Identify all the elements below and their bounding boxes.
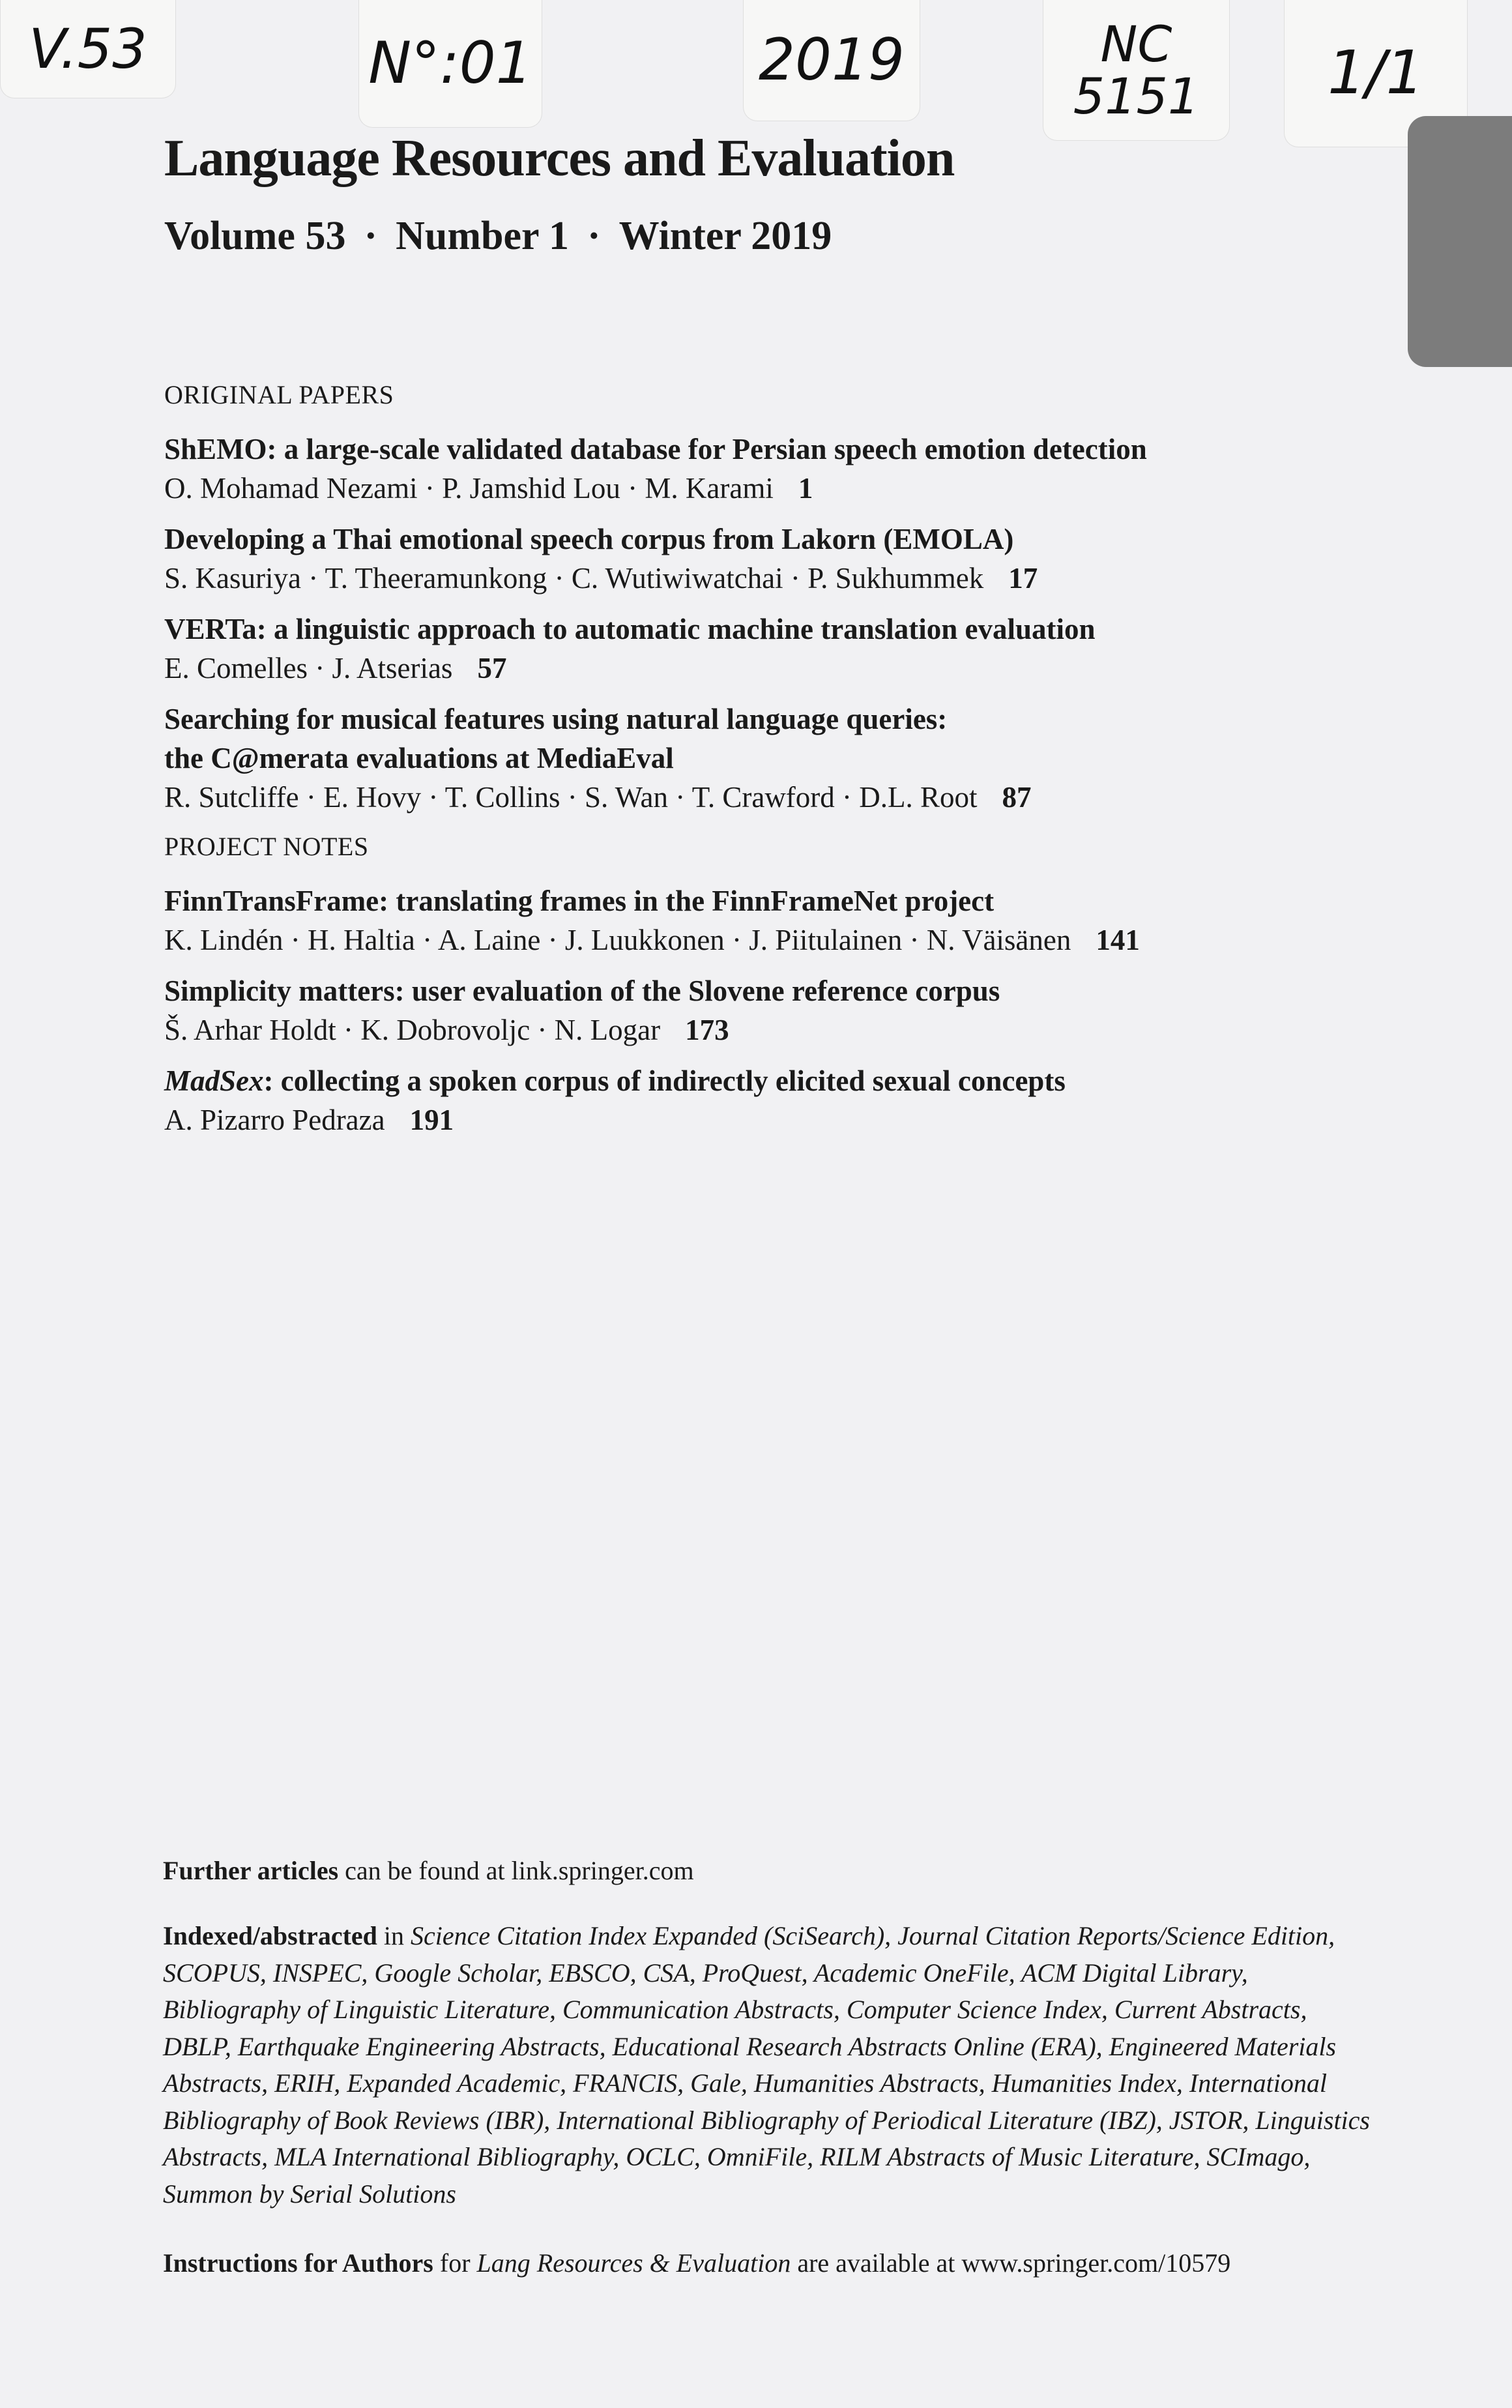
article-entry bbox=[164, 881, 1337, 960]
instructions-for-text: for bbox=[433, 2248, 477, 2278]
article-title: FinnTransFrame: translating frames in the FinnFrameNet project bbox=[164, 885, 995, 917]
article-entry bbox=[164, 971, 1337, 1050]
article-page-number: 17 bbox=[1008, 562, 1038, 595]
handwritten-tag-volume: V.53 bbox=[0, 0, 176, 98]
handwritten-tag-issue-count: 1/1 bbox=[1284, 0, 1468, 147]
number-label: Number 1 bbox=[396, 214, 569, 258]
article-authors-line bbox=[164, 559, 1337, 598]
article-authors-line bbox=[164, 920, 1337, 960]
article-authors-line bbox=[164, 1100, 1337, 1139]
journal-title: Language Resources and Evaluation bbox=[164, 130, 955, 187]
article-authors: S. Kasuriya · T. Theeramunkong · C. Wutiwiwatchai · P. Sukhummek bbox=[164, 562, 984, 595]
further-articles-line bbox=[163, 1853, 1375, 1889]
article-authors-line bbox=[164, 469, 1337, 508]
article-title bbox=[164, 1061, 1337, 1100]
article-title: Developing a Thai emotional speech corpus from Lakorn (EMOLA) bbox=[164, 523, 1014, 555]
indexing-services-list: Science Citation Index Expanded (SciSearch), Journal Citation Reports/Science Edition, SCOPUS, INSPEC, Google Scholar, EBSCO, CSA, ProQuest, Academic OneFile, ACM Digital Library, Bibliography of Linguistic Literature, Communication Abstracts, Computer Science Index, Current Abstracts, DBLP, Earthquake Engineering Abstracts, Educational Research Abstracts Online (ERA), Engineered Materials Abstracts, ERIH, Expanded Academic, FRANCIS, Gale, Humanities Abstracts, Humanities Index, International Bibliography of Book Reviews (IBR), International Bibliography of Periodical Literature (IBZ), JSTOR, Linguistics Abstracts, MLA International Bibliography, OCLC, OmniFile, RILM Abstracts of Music Literature, SCImago, Summon by Serial Solutions bbox=[163, 1921, 1370, 2209]
article-title: Simplicity matters: user evaluation of the Slovene reference corpus bbox=[164, 975, 1000, 1007]
article-authors: Š. Arhar Holdt · K. Dobrovoljc · N. Logar bbox=[164, 1014, 661, 1046]
article-page-number: 173 bbox=[685, 1014, 729, 1046]
article-entry bbox=[164, 520, 1337, 598]
further-articles-text: can be found at link.springer.com bbox=[338, 1856, 694, 1885]
further-articles-label: Further articles bbox=[163, 1856, 339, 1885]
article-title-rest: : collecting a spoken corpus of indirectly elicited sexual concepts bbox=[263, 1065, 1066, 1097]
article-authors-line bbox=[164, 1010, 1337, 1050]
article-entry bbox=[164, 1061, 1337, 1139]
season-label: Winter 2019 bbox=[618, 214, 832, 258]
indexed-label: Indexed/abstracted bbox=[163, 1921, 377, 1950]
article-authors-line bbox=[164, 778, 1337, 817]
article-title: ShEMO: a large-scale validated database for Persian speech emotion detection bbox=[164, 433, 1147, 465]
article-page-number: 87 bbox=[1002, 781, 1032, 814]
article-entry bbox=[164, 430, 1337, 508]
article-entry bbox=[164, 609, 1337, 688]
article-entry bbox=[164, 699, 1337, 817]
indexing-paragraph bbox=[163, 1918, 1375, 2212]
article-authors: R. Sutcliffe · E. Hovy · T. Collins · S. Wan · T. Crawford · D.L. Root bbox=[164, 781, 978, 814]
article-page-number: 1 bbox=[798, 472, 813, 505]
article-page-number: 141 bbox=[1096, 924, 1140, 956]
indexed-in-text: in bbox=[377, 1921, 411, 1950]
article-title: VERTa: a linguistic approach to automatic machine translation evaluation bbox=[164, 613, 1096, 645]
handwritten-tag-number: N°:01 bbox=[358, 0, 542, 128]
article-authors: E. Comelles · J. Atserias bbox=[164, 652, 453, 684]
article-title: Searching for musical features using natural language queries: bbox=[164, 703, 948, 735]
article-authors-line bbox=[164, 649, 1337, 688]
volume-label: Volume 53 bbox=[164, 214, 346, 258]
table-of-contents bbox=[164, 379, 1337, 1151]
issue-line bbox=[164, 213, 954, 259]
article-authors: A. Pizarro Pedraza bbox=[164, 1104, 385, 1136]
separator-dot: · bbox=[587, 214, 601, 258]
article-authors: O. Mohamad Nezami · P. Jamshid Lou · M. Karami bbox=[164, 472, 774, 505]
article-title-italic: MadSex bbox=[164, 1065, 264, 1097]
instructions-journal-name: Lang Resources & Evaluation bbox=[476, 2248, 791, 2278]
instructions-url-text: are available at www.springer.com/10579 bbox=[791, 2248, 1231, 2278]
article-authors: K. Lindén · H. Haltia · A. Laine · J. Luukkonen · J. Piitulainen · N. Väisänen bbox=[164, 924, 1071, 956]
instructions-line bbox=[163, 2245, 1375, 2282]
journal-header bbox=[164, 129, 954, 259]
grey-side-tab bbox=[1408, 116, 1512, 367]
instructions-label: Instructions for Authors bbox=[163, 2248, 433, 2278]
handwritten-tag-call-number: NC 5151 bbox=[1043, 0, 1230, 141]
article-page-number: 57 bbox=[477, 652, 507, 684]
section-label-project-notes: PROJECT NOTES bbox=[164, 832, 369, 861]
article-title-continued: the C@merata evaluations at MediaEval bbox=[164, 742, 674, 774]
separator-dot: · bbox=[364, 214, 378, 258]
article-page-number: 191 bbox=[409, 1104, 454, 1136]
handwritten-tag-year: 2019 bbox=[743, 0, 920, 121]
back-cover-footer bbox=[163, 1853, 1375, 2282]
section-label-original-papers: ORIGINAL PAPERS bbox=[164, 380, 394, 409]
